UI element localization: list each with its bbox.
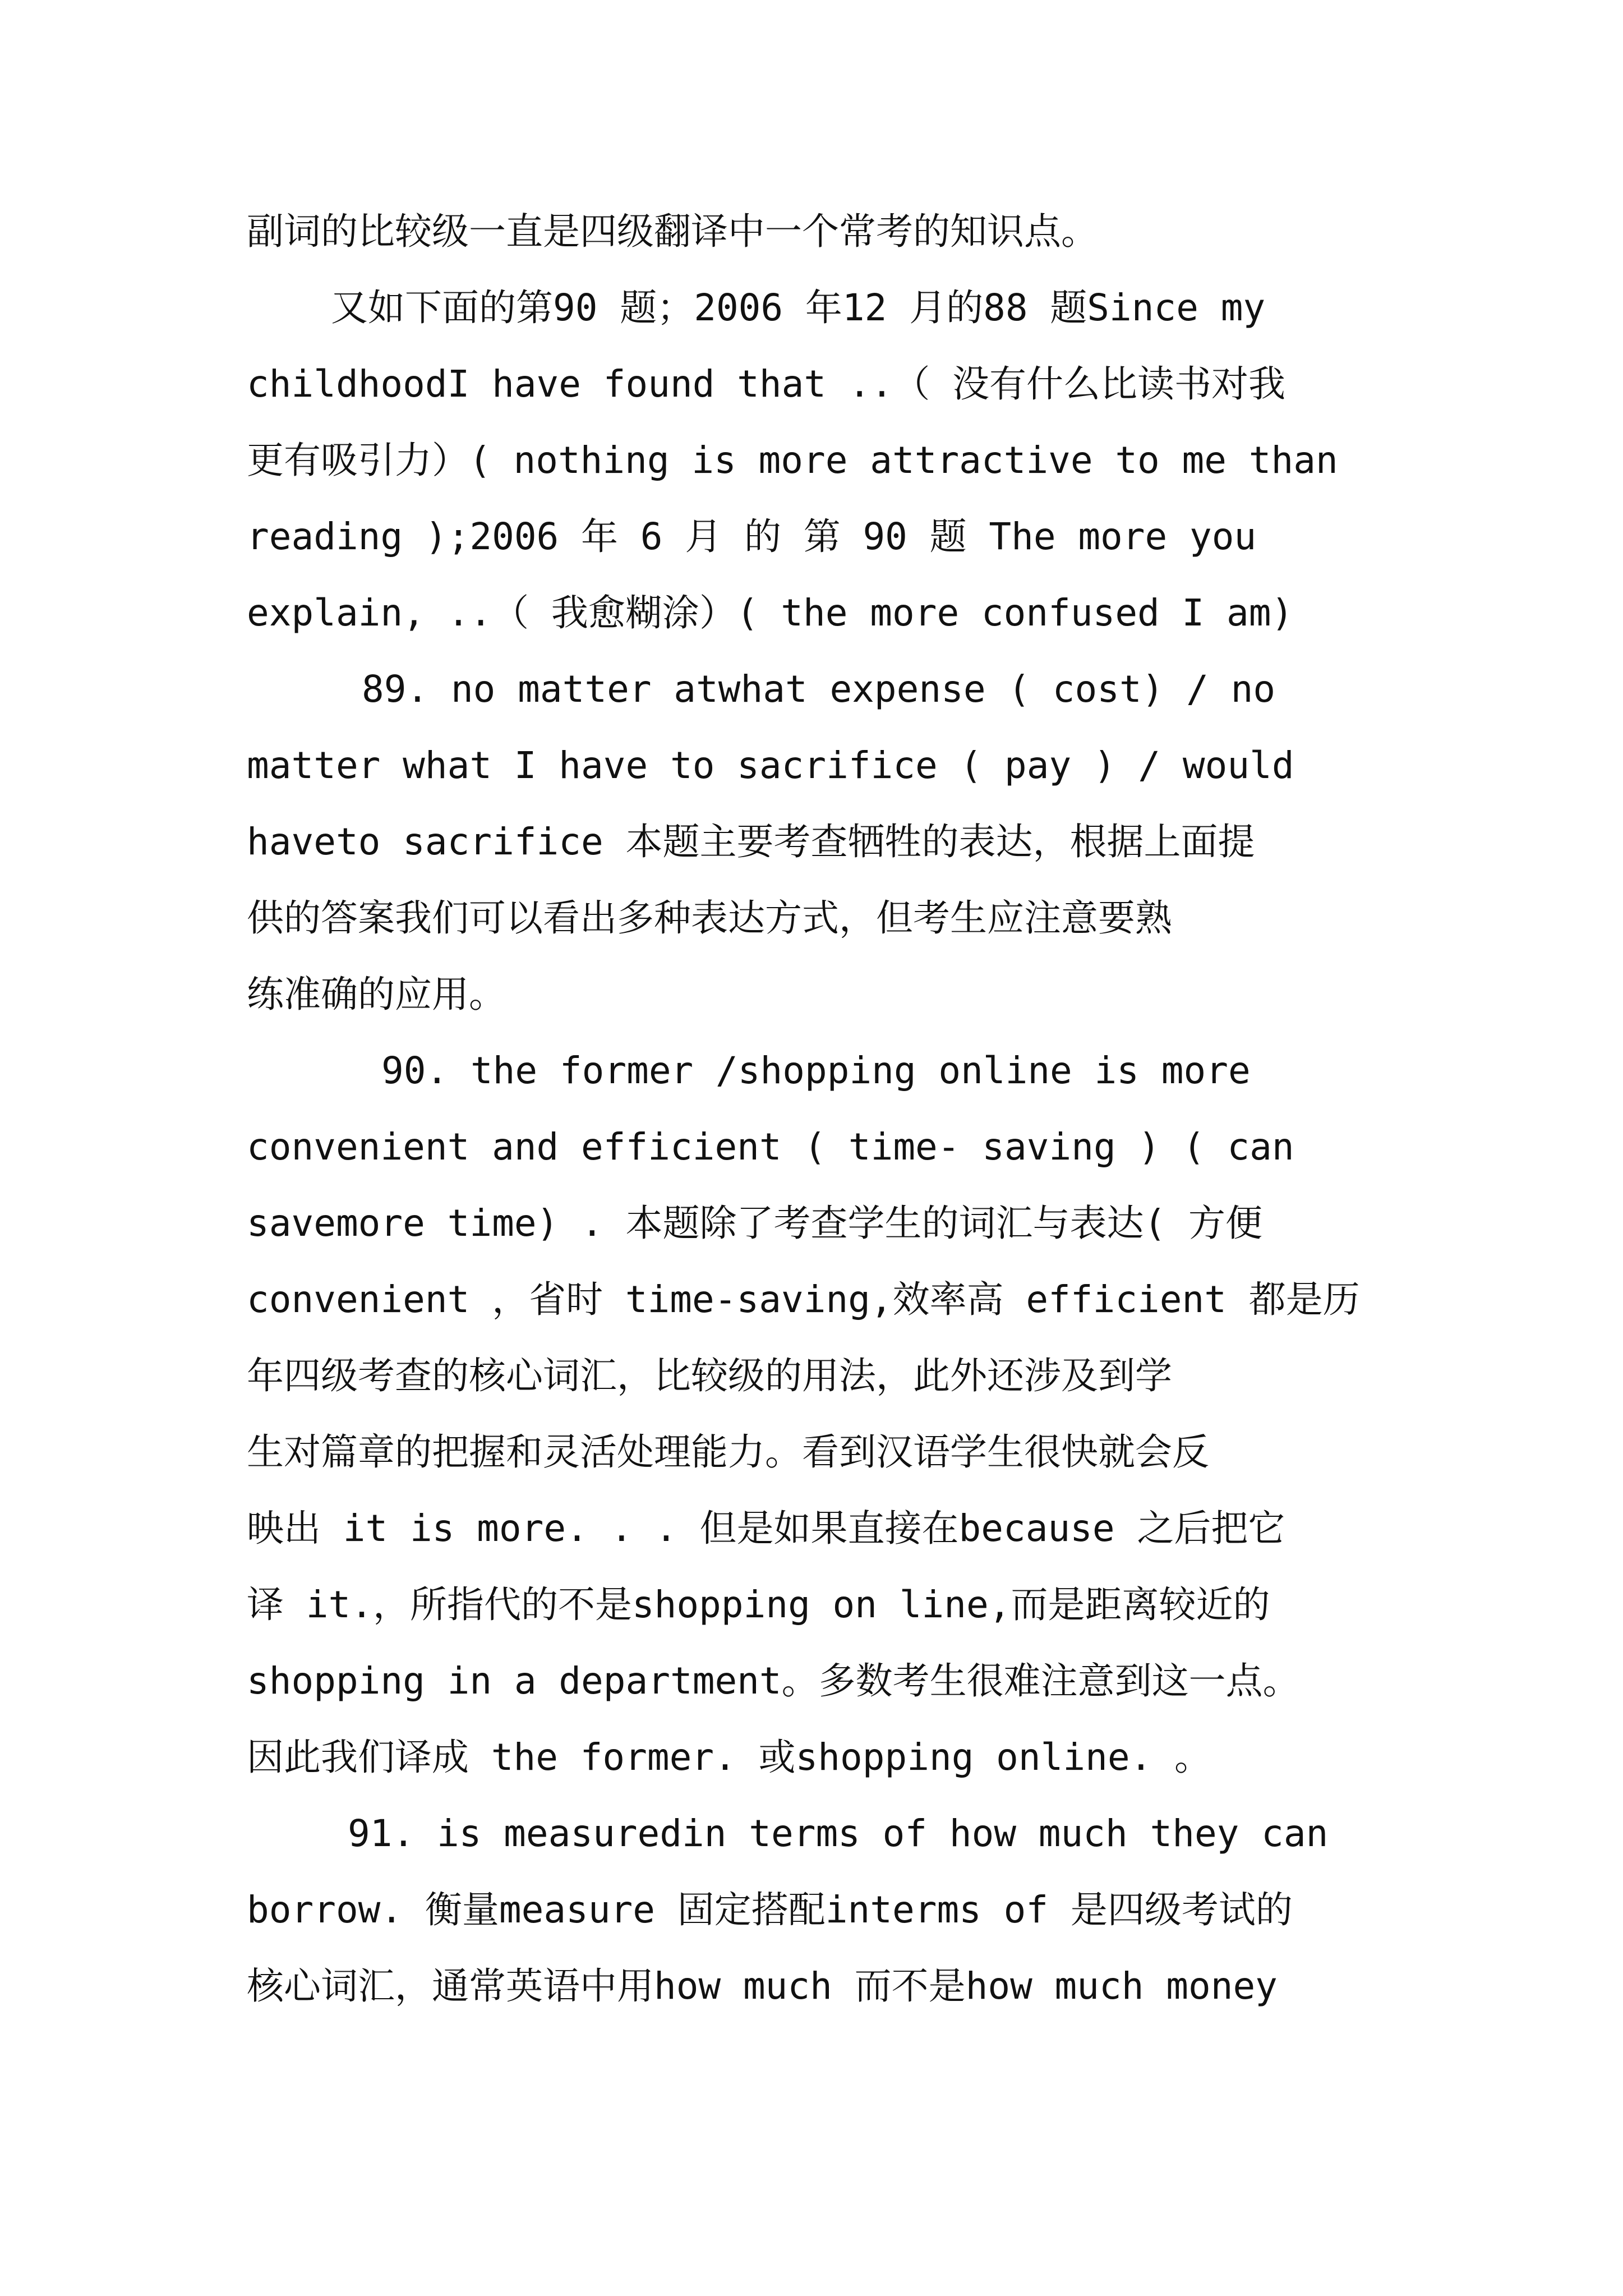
text-line: borrow. 衡量measure 固定搭配interms of 是四级考试的 [247,1888,1293,1931]
text-line: convenient ，省时 time-saving,效率高 efficient 都是历 [247,1278,1360,1321]
text-line: 90. the former /shopping online is more [381,1049,1251,1092]
text-line: savemore time) . 本题除了考查学生的词汇与表达( 方便 [247,1202,1262,1245]
text-line: 89. no matter atwhat expense ( cost) / no [362,668,1276,711]
text-line: 练准确的应用。 [247,973,506,1016]
text-line: 生对篇章的把握和灵活处理能力。看到汉语学生很快就会反 [247,1430,1209,1474]
text-line: 更有吸引力）( nothing is more attractive to me than [247,439,1338,482]
text-line: 因此我们译成 the former. 或shopping online. 。 [247,1736,1212,1779]
text-line: 译 it.，所指代的不是shopping on line,而是距离较近的 [247,1583,1270,1626]
text-line: 供的答案我们可以看出多种表达方式，但考生应注意要熟 [247,896,1172,940]
text-line: reading );2006 年 6 月 的 第 90 题 The more you [247,515,1257,558]
text-line: haveto sacrifice 本题主要考查牺牲的表达，根据上面提 [247,820,1255,863]
text-line: 年四级考查的核心词汇，比较级的用法，此外还涉及到学 [247,1354,1172,1397]
text-line: 核心词汇，通常英语中用how much 而不是how much money [247,1964,1278,2008]
text-line: matter what I have to sacrifice ( pay ) / would [247,744,1294,787]
text-line: convenient and efficient ( time- saving ) ( can [247,1125,1294,1168]
text-line: 副词的比较级一直是四级翻译中一个常考的知识点。 [247,210,1098,253]
text-line: 91. is measuredin terms of how much they can [348,1812,1329,1855]
text-line: childhoodI have found that ..（ 没有什么比读书对我 [247,362,1286,406]
text-line: 映出 it is more. . . 但是如果直接在because 之后把它 [247,1507,1285,1550]
text-line: shopping in a department。多数考生很难注意到这一点。 [247,1659,1300,1703]
text-line: explain, ..（ 我愈糊涂）( the more confused I am) [247,591,1294,634]
text-line: 又如下面的第90 题；2006 年12 月的88 题Since my [331,286,1266,329]
